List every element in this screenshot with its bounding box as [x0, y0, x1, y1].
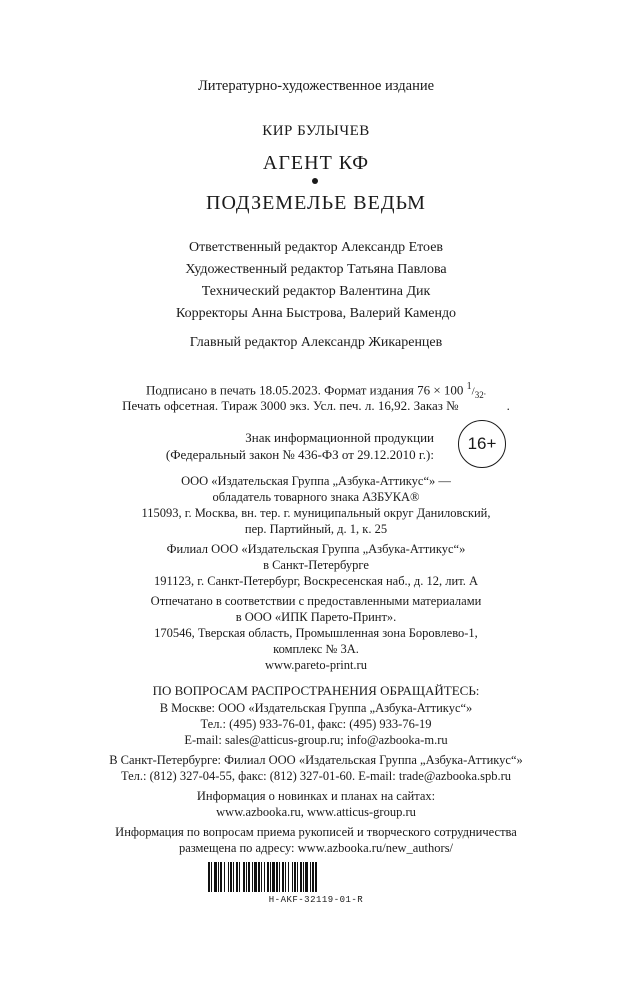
distribution-spb-line: Тел.: (812) 327-04-55, факс: (812) 327-01-60. E-mail: trade@azbooka.spb.ru: [120, 769, 512, 783]
publisher-line: обладатель товарного знака АЗБУКА®: [212, 490, 420, 504]
signing-end: .: [506, 398, 510, 413]
publisher-line: пер. Партийный, д. 1, к. 25: [244, 522, 388, 536]
editor-line: Корректоры Анна Быстрова, Валерий Камендо: [175, 306, 457, 321]
book-title-2: ПОДЗЕМЕЛЬЕ ВЕДЬМ: [206, 192, 426, 214]
barcode-label: H-AKF-32119-01-R: [268, 895, 364, 905]
barcode: [208, 862, 424, 892]
format-fraction-den: 32: [474, 389, 484, 400]
edition-type: Литературно-художественное издание: [197, 78, 435, 94]
branch-line: 191123, г. Санкт-Петербург, Воскресенская наб., д. 12, лит. А: [153, 574, 479, 588]
editor-line: Технический редактор Валентина Дик: [201, 284, 431, 299]
signing-text: Подписано в печать 18.05.2023. Формат издания 76 × 100: [146, 382, 464, 398]
distribution-heading: ПО ВОПРОСАМ РАСПРОСТРАНЕНИЯ ОБРАЩАЙТЕСЬ:: [152, 683, 480, 698]
info-mark-line-1: Знак информационной продукции: [245, 430, 434, 445]
publisher-line: 115093, г. Москва, вн. тер. г. муниципальный округ Даниловский,: [141, 506, 491, 520]
branch-line: Филиал ООО «Издательская Группа „Азбука-Аттикус“»: [166, 542, 466, 556]
distribution-moscow-line: E-mail: sales@atticus-group.ru; info@azbooka-m.ru: [184, 733, 448, 747]
signing-line-1: Подписано в печать 18.05.2023. Формат издания 76 × 100 $^1/_{32}$.: [146, 381, 486, 400]
title-separator-bullet: [312, 178, 318, 184]
printing-line: 170546, Тверская область, Промышленная зона Боровлево-1,: [154, 626, 478, 640]
chief-editor-line: Главный редактор Александр Жикаренцев: [189, 335, 443, 350]
printing-line: Отпечатано в соответствии с предоставленными материалами: [150, 594, 482, 608]
printing-line: в ООО «ИПК Парето-Принт».: [235, 610, 397, 624]
format-fraction-num: 1: [466, 381, 472, 392]
manuscripts-line: Информация по вопросам приема рукописей и творческого сотрудничества: [115, 825, 517, 839]
editor-line: Художественный редактор Татьяна Павлова: [185, 262, 447, 277]
distribution-spb-line: В Санкт-Петербурге: Филиал ООО «Издательская Группа „Азбука-Аттикус“»: [109, 753, 523, 767]
info-mark-line-2: (Федеральный закон № 436-ФЗ от 29.12.2010 г.):: [165, 447, 434, 462]
distribution-moscow-line: Тел.: (495) 933-76-01, факс: (495) 933-76-19: [200, 717, 432, 731]
printing-website: www.pareto-print.ru: [265, 658, 367, 672]
author-name: КИР БУЛЫЧЕВ: [262, 123, 370, 139]
editor-line: Ответственный редактор Александр Етоев: [188, 240, 444, 255]
websites-line: www.azbooka.ru, www.atticus-group.ru: [216, 805, 416, 819]
manuscripts-line: размещена по адресу: www.azbooka.ru/new_authors/: [178, 841, 454, 855]
signing-line-2: [0, 398, 632, 414]
distribution-moscow-line: В Москве: ООО «Издательская Группа „Азбука-Аттикус“»: [159, 701, 473, 715]
printing-line: комплекс № 3А.: [273, 642, 359, 656]
age-rating-badge: 16+: [458, 420, 506, 468]
websites-line: Информация о новинках и планах на сайтах:: [196, 789, 436, 803]
publisher-line: ООО «Издательская Группа „Азбука-Аттикус“» —: [181, 474, 451, 488]
signing-text-2: Печать офсетная. Тираж 3000 экз. Усл. печ. л. 16,92. Заказ №: [122, 398, 459, 413]
book-title-1: АГЕНТ КФ: [262, 152, 370, 174]
branch-line: в Санкт-Петербурге: [263, 558, 369, 572]
